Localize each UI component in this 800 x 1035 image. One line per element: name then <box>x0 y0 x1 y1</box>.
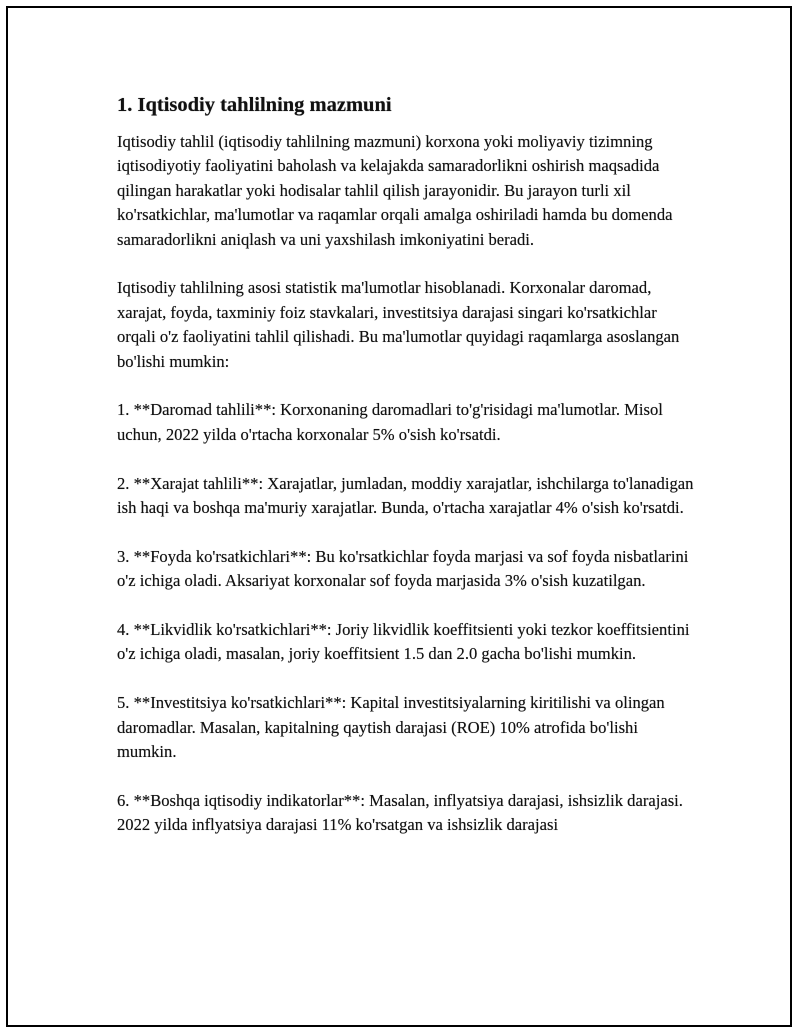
list-item-profit-indicators: 3. **Foyda ko'rsatkichlari**: Bu ko'rsatkichlar foyda marjasi va sof foyda nisbatlarini o'z ichiga oladi. Aksariyat korxonalar sof foyda marjasida 3% o'sish kuzatilgan. <box>117 546 689 591</box>
list-item-cost-analysis: 2. **Xarajat tahlili**: Xarajatlar, jumladan, moddiy xarajatlar, ishchilarga to'lanadigan ish haqi va boshqa ma'muriy xarajatlar. Bunda, o'rtacha xarajatlar 4% o'sish ko'rsatdi. <box>117 473 694 518</box>
statistics-paragraph: Iqtisodiy tahlilning asosi statistik ma'lumotlar hisoblanadi. Korxonalar daromad, xarajat, foyda, taxminiy foiz stavkalari, investitsiya darajasi singari ko'rsatkichlar orqali o'z faoliyatini tahlil qilishadi. Bu ma'lumotlar quyidagi raqamlarga asoslangan bo'lishi mumkin: <box>117 278 680 371</box>
list-item-other-indicators: 6. **Boshqa iqtisodiy indikatorlar**: Masalan, inflyatsiya darajasi, ishsizlik darajasi. 2022 yilda inflyatsiya darajasi 11% ko'rsatgan va ishsizlik darajasi <box>117 790 683 835</box>
section-heading: 1. Iqtisodiy tahlilning mazmuni <box>117 94 392 116</box>
list-item-investment-indicators: 5. **Investitsiya ko'rsatkichlari**: Kapital investitsiyalarning kiritilishi va olingan daromadlar. Masalan, kapitalning qaytish darajasi (ROE) 10% atrofida bo'lishi mumkin. <box>117 693 665 762</box>
list-item-liquidity-indicators: 4. **Likvidlik ko'rsatkichlari**: Joriy likvidlik koeffitsienti yoki tezkor koeffitsientini o'z ichiga oladi, masalan, joriy koeffitsient 1.5 dan 2.0 gacha bo'lishi mumkin. <box>117 620 690 664</box>
document-body <box>117 92 697 862</box>
intro-paragraph: Iqtisodiy tahlil (iqtisodiy tahlilning mazmuni) korxona yoki moliyaviy tizimning iqtisodiyotiy faoliyatini baholash va kelajakda samaradorlikni oshirish maqsadida qilingan harakatlar yoki hodisalar tahlil qilish jarayonidir. Bu jarayon turli xil ko'rsatkichlar, ma'lumotlar va raqamlar orqali amalga oshiriladi hamda bu domenda samaradorlikni aniqlash va uni yaxshilash imkoniyatini beradi. <box>117 132 673 249</box>
list-item-revenue-analysis: 1. **Daromad tahlili**: Korxonaning daromadlari to'g'risidagi ma'lumotlar. Misol uchun, 2022 yilda o'rtacha korxonalar 5% o'sish ko'rsatdi. <box>117 400 663 444</box>
